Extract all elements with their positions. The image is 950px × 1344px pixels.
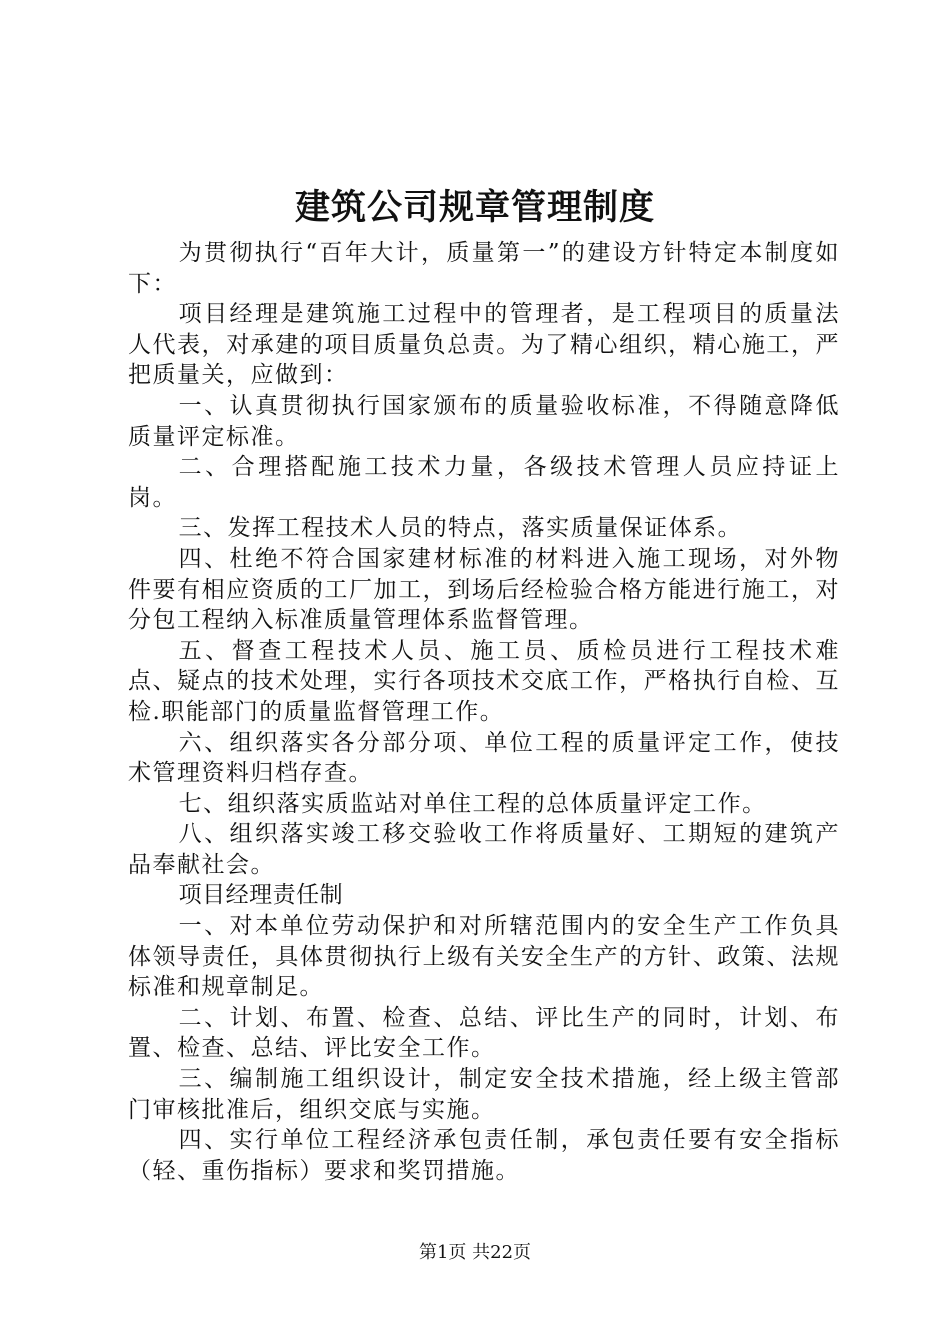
document-body [128,238,840,1186]
section-heading-responsibility: 项目经理责任制 [178,882,344,909]
paragraph-item-3: 三、发挥工程技术人员的特点，落实质量保证体系。 [178,515,743,542]
paragraph-resp-3: 三、编制施工组织设计，制定安全技术措施，经上级主管部门审核批准后，组织交底与实施。 [128,1066,840,1123]
paragraph-manager-role: 项目经理是建筑施工过程中的管理者，是工程项目的质量法人代表，对承建的项目质量负总责。为了精心组织，精心施工，严把质量关，应做到： [128,301,840,389]
paragraph-item-6: 六、组织落实各分部分项、单位工程的质量评定工作，使技术管理资料归档存查。 [128,729,840,787]
document-title: 建筑公司规章管理制度 [294,187,655,228]
paragraph-intro: 为贯彻执行“百年大计，质量第一”的建设方针特定本制度如下： [128,240,840,297]
paragraph-item-4: 四、杜绝不符合国家建材标准的材料进入施工现场，对外物件要有相应资质的工厂加工，到场后经检验合格方能进行施工，对分包工程纳入标准质量管理体系监督管理。 [128,545,840,634]
paragraph-item-1: 一、认真贯彻执行国家颁布的质量验收标准，不得随意降低质量评定标准。 [128,392,840,450]
paragraph-item-5: 五、督查工程技术人员、施工员、质检员进行工程技术难点、疑点的技术处理，实行各项技术交底工作，严格执行自检、互检.职能部门的质量监督管理工作。 [128,637,840,725]
paragraph-item-8: 八、组织落实竣工移交验收工作将质量好、工期短的建筑产品奉献社会。 [128,821,840,878]
paragraph-item-2: 二、合理搭配施工技术力量，各级技术管理人员应持证上岗。 [128,454,840,511]
paragraph-item-7: 七、组织落实质监站对单住工程的总体质量评定工作。 [178,790,767,817]
page-number-footer: 第1页 共22页 [418,1242,532,1263]
paragraph-resp-4: 四、实行单位工程经济承包责任制，承包责任要有安全指标（轻、重伤指标）要求和奖罚措施。 [128,1127,840,1184]
paragraph-resp-1: 一、对本单位劳动保护和对所辖范围内的安全生产工作负具体领导责任，具体贯彻执行上级有关安全生产的方针、政策、法规标准和规章制足。 [128,913,840,1001]
paragraph-resp-2: 二、计划、布置、检查、总结、评比生产的同时，计划、布置、检查、总结、评比安全工作。 [128,1004,840,1062]
